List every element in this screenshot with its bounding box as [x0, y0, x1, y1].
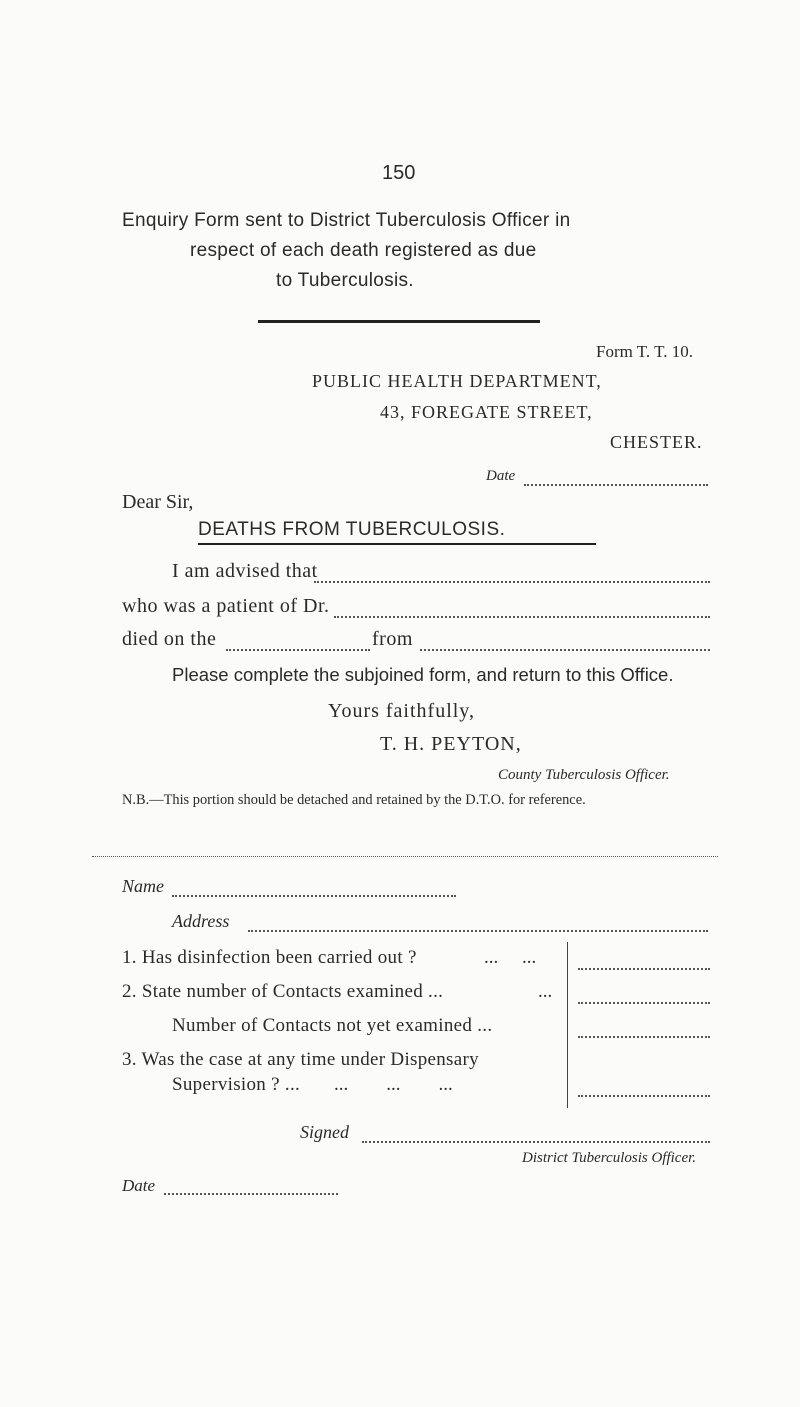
- question-1-leader: ... ...: [484, 947, 537, 968]
- subject-heading: DEATHS FROM TUBERCULOSIS.: [198, 519, 506, 540]
- question-3-line-1: 3. Was the case at any time under Dispensary: [122, 1049, 479, 1070]
- heading-line-1: Enquiry Form sent to District Tuberculosis Officer in: [122, 210, 571, 231]
- signatory-title: County Tuberculosis Officer.: [498, 767, 670, 783]
- salutation: Dear Sir,: [122, 491, 194, 513]
- question-3-line-2: Supervision ? ...: [172, 1074, 301, 1095]
- signed-field[interactable]: [362, 1141, 710, 1143]
- question-1: 1. Has disinfection been carried out ?: [122, 947, 417, 968]
- reply-date-field[interactable]: [164, 1193, 338, 1195]
- name-field[interactable]: [172, 895, 456, 897]
- question-3-answer[interactable]: [578, 1095, 710, 1097]
- please-complete-text: Please complete the subjoined form, and return to this Office.: [172, 664, 674, 685]
- page-number: 150: [382, 162, 416, 184]
- detach-line: [92, 856, 718, 857]
- date-field[interactable]: [524, 484, 708, 486]
- department-line-3: CHESTER.: [610, 432, 703, 452]
- department-line-2: 43, FOREGATE STREET,: [380, 402, 593, 422]
- closing: Yours faithfully,: [328, 700, 476, 722]
- question-3-leader: ... ... ...: [334, 1074, 453, 1095]
- heading-line-2: respect of each death registered as due: [190, 240, 537, 261]
- signed-label: Signed: [300, 1122, 349, 1142]
- heading-line-3: to Tuberculosis.: [276, 270, 414, 291]
- form-reference: Form T. T. 10.: [596, 342, 693, 361]
- advised-field[interactable]: [314, 581, 710, 583]
- question-2b-answer[interactable]: [578, 1036, 710, 1038]
- question-2b: Number of Contacts not yet examined ...: [172, 1015, 493, 1036]
- question-1-answer[interactable]: [578, 968, 710, 970]
- advised-text: I am advised that: [172, 560, 318, 582]
- from-field[interactable]: [420, 649, 710, 651]
- question-2-leader: ...: [538, 981, 553, 1002]
- question-2-answer[interactable]: [578, 1002, 710, 1004]
- name-label: Name: [122, 876, 164, 896]
- patient-of-text: who was a patient of Dr.: [122, 595, 330, 617]
- signed-title: District Tuberculosis Officer.: [522, 1150, 697, 1166]
- from-text: from: [372, 628, 413, 650]
- signatory-name: T. H. PEYTON,: [380, 733, 522, 755]
- department-line-1: PUBLIC HEALTH DEPARTMENT,: [312, 371, 602, 391]
- address-label: Address: [172, 911, 230, 931]
- died-on-text: died on the: [122, 628, 217, 650]
- answer-column-divider: [567, 942, 568, 1108]
- date-label: Date: [486, 468, 516, 484]
- address-field[interactable]: [248, 930, 708, 932]
- heading-separator: [258, 320, 540, 323]
- died-on-field[interactable]: [226, 649, 370, 651]
- question-2: 2. State number of Contacts examined ...: [122, 981, 444, 1002]
- doctor-field[interactable]: [334, 616, 710, 618]
- reply-date-label: Date: [122, 1176, 156, 1195]
- subject-underline: [198, 543, 596, 545]
- nb-note: N.B.—This portion should be detached and retained by the D.T.O. for reference.: [122, 792, 586, 808]
